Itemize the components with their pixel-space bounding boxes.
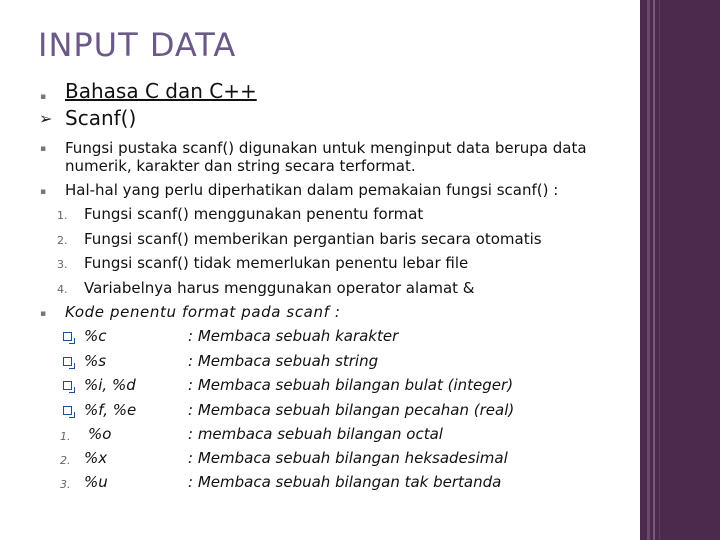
sidebar-stripe [653,0,655,540]
format-code: %i, %d [84,376,136,394]
checkbox-bullet-icon [63,332,72,341]
format-code: %x [84,449,108,467]
format-heading: Kode penentu format pada scanf : [65,303,341,321]
list-number: 1. [60,430,71,443]
list-number: 2. [57,234,68,247]
format-code: %u [84,473,108,491]
format-description: : Membaca sebuah karakter [188,327,399,345]
format-description: : Membaca sebuah bilangan heksadesimal [188,449,508,467]
decorative-sidebar [640,0,720,540]
notice-item: Fungsi scanf() tidak memerlukan penentu lebar file [84,254,469,272]
sidebar-stripe [659,0,660,540]
format-code: %o [88,425,112,443]
square-bullet-icon: ▪ [40,309,47,319]
format-code: %s [84,352,107,370]
arrow-bullet-icon: ➢ [39,109,53,128]
notice-intro: Hal-hal yang perlu diperhatikan dalam pemakaian fungsi scanf() : [65,181,559,199]
format-description: : membaca sebuah bilangan octal [188,425,443,443]
list-number: 2. [60,454,71,467]
heading-language: Bahasa C dan C++ [65,79,257,103]
format-description: : Membaca sebuah bilangan pecahan (real) [188,401,515,419]
heading-scanf: Scanf() [65,106,137,130]
format-code: %f, %e [84,401,137,419]
square-bullet-icon: ▪ [40,92,47,102]
format-description: : Membaca sebuah bilangan bulat (integer) [188,376,514,394]
square-bullet-icon: ▪ [40,144,47,154]
checkbox-bullet-icon [63,357,72,366]
square-bullet-icon: ▪ [40,187,47,197]
notice-item: Fungsi scanf() menggunakan penentu format [84,205,424,223]
list-number: 4. [57,283,68,296]
format-code: %c [84,327,107,345]
paragraph-line-2: numerik, karakter dan string secara terformat. [65,157,416,175]
checkbox-bullet-icon [63,406,72,415]
paragraph-line-1: Fungsi pustaka scanf() digunakan untuk menginput data berupa data [65,139,587,157]
format-description: : Membaca sebuah string [188,352,379,370]
notice-item: Variabelnya harus menggunakan operator alamat & [84,279,475,297]
list-number: 3. [57,258,68,271]
format-description: : Membaca sebuah bilangan tak bertanda [188,473,502,491]
sidebar-stripe [647,0,650,540]
notice-item: Fungsi scanf() memberikan pergantian baris secara otomatis [84,230,542,248]
list-number: 1. [57,209,68,222]
list-number: 3. [60,478,71,491]
checkbox-bullet-icon [63,381,72,390]
slide-title: INPUT DATA [38,26,237,64]
